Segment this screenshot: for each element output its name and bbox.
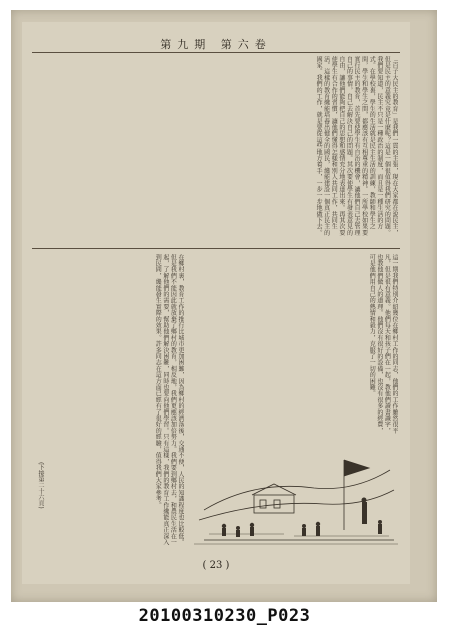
image-caption: 20100310230_P023 bbox=[138, 606, 311, 626]
section-rule bbox=[32, 248, 400, 249]
header-rule bbox=[32, 52, 400, 53]
village-school-illustration-icon bbox=[194, 440, 398, 548]
article-text-bottom-right: 這一期我們特別介紹幾位在鄉村工作的同志，他們的工作雖然很平凡，但是很有意義。他們每天和孩子們在一起，教他們讀書識字，也教他們做人的道理。他們沒有很好的設備，也沒有很多的經費，可是他們用自己的熱情和毅力，克服了一切的困難。 bbox=[368, 254, 398, 434]
page-number: ( 23 ) bbox=[202, 560, 230, 571]
document-page bbox=[22, 22, 410, 584]
article-text-top: 「百子大民主的教育」是我們一貫的主張，現在大家都在說民主，但是民主的意義究竟是什麼呢？這是一個很值得我們研究的問題。我們要知道，民主不只是一種政治的制度，而且是一種生活的方式。在學校裏，學生的生活就是民主生活的訓練，教師和學生之間，學生和學生之間，都應該有互相尊重的精神。一所學校如果要實行民主的教育，首先要使學生有自治的機會，讓他們自己去管理自己的事情，自己去解決自己的問題。其次要使學生有發表意見的自由，讓他們能夠把自己的思想和感情充分地表達出來。再其次要使學生有合作的習慣，讓他們懂得怎樣和別人共同工作，共同生活。這樣的教育纔能培養出健全的國民，纔能建設一個真正民主的國家。我們的工作，就是要從這些地方着手，一步一步地做下去。 bbox=[315, 56, 398, 236]
page-header: 第九期 第六卷 bbox=[160, 38, 272, 51]
article-text-bottom-left: 在鄉村裏，教育工作的推行比城市更加困難，因為鄉村的經濟落後，交通不便，人民的知識程度也比較低。但是我們不能因此就放棄了鄉村的教育，相反地，我們更應該加倍努力。我們要到鄉村去，和農民生活在一起，了解他們的需要，幫助他們解決困難，同時也要向他們學習。只有這樣，我們的教育工作纔能真正深入到民間，纔能發生實際的效果。許多同志在這方面已經有了很好的經驗，值得我們大家參考。 bbox=[154, 254, 184, 546]
continuation-note: (下接第二十六頁) bbox=[37, 462, 44, 509]
